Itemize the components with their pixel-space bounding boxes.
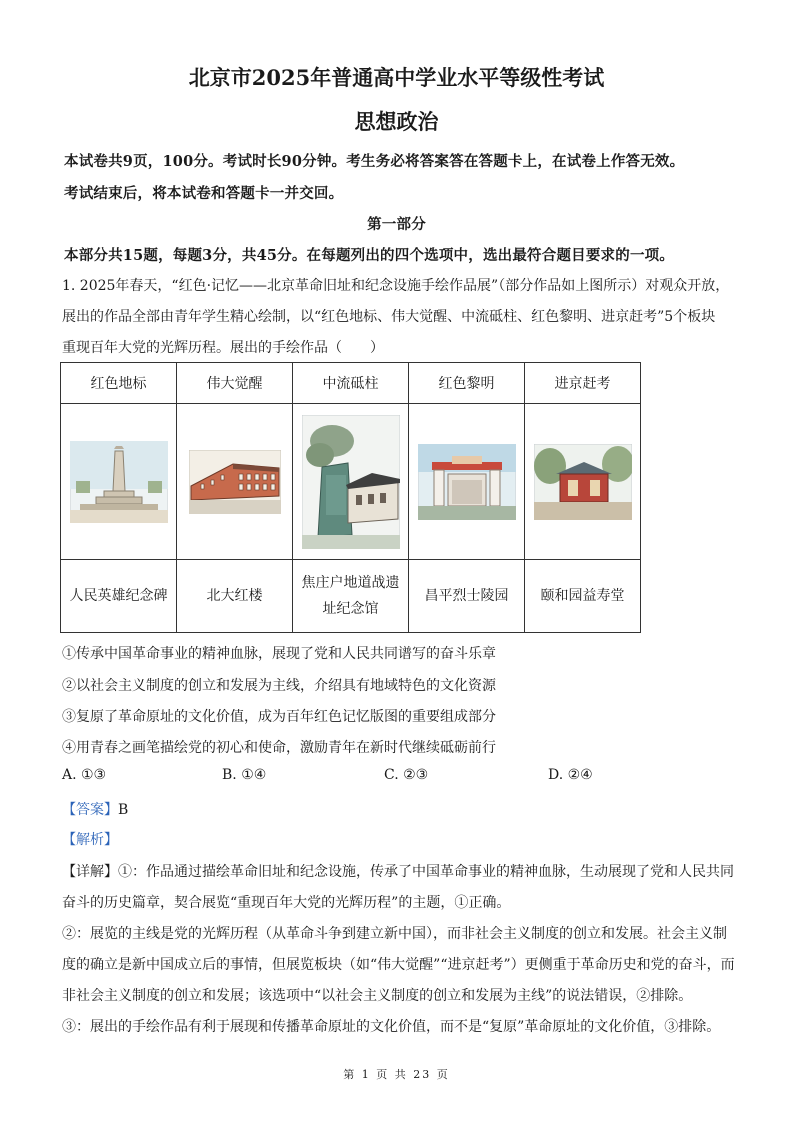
detail-line-3: ②：展览的主线是党的光辉历程（从革命斗争到建立新中国），而非社会主义制度的创立和发展。社会主义制: [62, 926, 727, 942]
works-table: [60, 362, 641, 633]
image-cell: [61, 404, 177, 560]
statement-2: ②以社会主义制度的创立和发展为主线，介绍具有地域特色的文化资源: [62, 678, 496, 694]
detail-line-1: 【详解】①：作品通过描绘革命旧址和纪念设施，传承了中国革命事业的精神血脉，生动展现了党和人民共同: [62, 864, 734, 880]
page-footer: 第 1 页 共 23 页: [343, 1068, 450, 1081]
memorial-stele-sketch: [302, 415, 400, 549]
question-line-1: 1. 2025年春天，“红色·记忆——北京革命旧址和纪念设施手绘作品展”（部分作品如上图所示）对观众开放，: [62, 278, 730, 294]
option-c: C. ②③: [384, 767, 429, 783]
image-cell: [177, 404, 293, 560]
image-cell: [525, 404, 641, 560]
statement-4: ④用青春之画笔描绘党的初心和使命，激励青年在新时代继续砥砺前行: [62, 740, 496, 756]
header-cell: 中流砥柱: [293, 363, 409, 404]
instructions-line-1: 本试卷共9页，100分。考试时长90分钟。考生务必将答案答在答题卡上，在试卷上作答无效。: [64, 153, 685, 170]
header-cell: 红色地标: [61, 363, 177, 404]
red-building-sketch: [189, 450, 281, 514]
instructions-line-2: 考试结束后，将本试卷和答题卡一并交回。: [64, 185, 344, 202]
option-d: D. ②④: [548, 767, 593, 783]
question-line-3: 重现百年大党的光辉历程。展出的手绘作品（ ）: [62, 340, 384, 356]
courtyard-hall-sketch: [534, 444, 632, 520]
site-name-line: 焦庄户地道战遗: [301, 575, 400, 591]
site-name-cell: 北大红楼: [177, 560, 293, 633]
image-cell: [409, 404, 525, 560]
site-name-cell: 昌平烈士陵园: [409, 560, 525, 633]
option-a: A. ①③: [62, 767, 107, 783]
header-cell: 红色黎明: [409, 363, 525, 404]
subject-title: 思想政治: [354, 109, 439, 134]
image-cell: [293, 404, 409, 560]
header-cell: 进京赶考: [525, 363, 641, 404]
statement-1: ①传承中国革命事业的精神血脉，展现了党和人民共同谱写的奋斗乐章: [62, 646, 496, 662]
site-name-cell: 人民英雄纪念碑: [61, 560, 177, 633]
monument-sketch: [70, 441, 168, 523]
part-description: 本部分共15题，每题3分，共45分。在每题列出的四个选项中，选出最符合题目要求的一项。: [64, 247, 675, 264]
part-title: 第一部分: [367, 216, 426, 233]
detail-line-4: 度的确立是新中国成立后的事情，但展览板块（如“伟大觉醒”“进京赶考”）更侧重于革命历史和党的奋斗，而: [62, 957, 735, 973]
detail-line-2: 奋斗的历史篇章，契合展览“重现百年大党的光辉历程”的主题，①正确。: [62, 895, 511, 911]
answer-label: 【答案】: [62, 802, 118, 818]
site-name-cell: [293, 560, 409, 633]
detail-line-5: 非社会主义制度的创立和发展；该选项中“以社会主义制度的创立和发展为主线”的说法错误，②排除。: [62, 988, 693, 1004]
statement-3: ③复原了革命原址的文化价值，成为百年红色记忆版图的重要组成部分: [62, 709, 496, 725]
answer-value: B: [118, 802, 129, 818]
analysis-label: 【解析】: [62, 832, 118, 848]
option-b: B. ①④: [222, 767, 267, 783]
header-cell: 伟大觉醒: [177, 363, 293, 404]
detail-line-6: ③：展出的手绘作品有利于展现和传播革命原址的文化价值，而不是“复原”革命原址的文化价值，③排除。: [62, 1019, 721, 1035]
answer-line: [62, 799, 128, 819]
site-name-line: 址纪念馆: [322, 601, 379, 617]
exam-title: 北京市2025年普通高中学业水平等级性考试: [188, 65, 605, 90]
site-name-cell: 颐和园益寿堂: [525, 560, 641, 633]
question-line-2: 展出的作品全部由青年学生精心绘制，以“红色地标、伟大觉醒、中流砥柱、红色黎明、进京赶考”5个板块: [62, 309, 716, 325]
cemetery-gate-sketch: [418, 444, 516, 520]
